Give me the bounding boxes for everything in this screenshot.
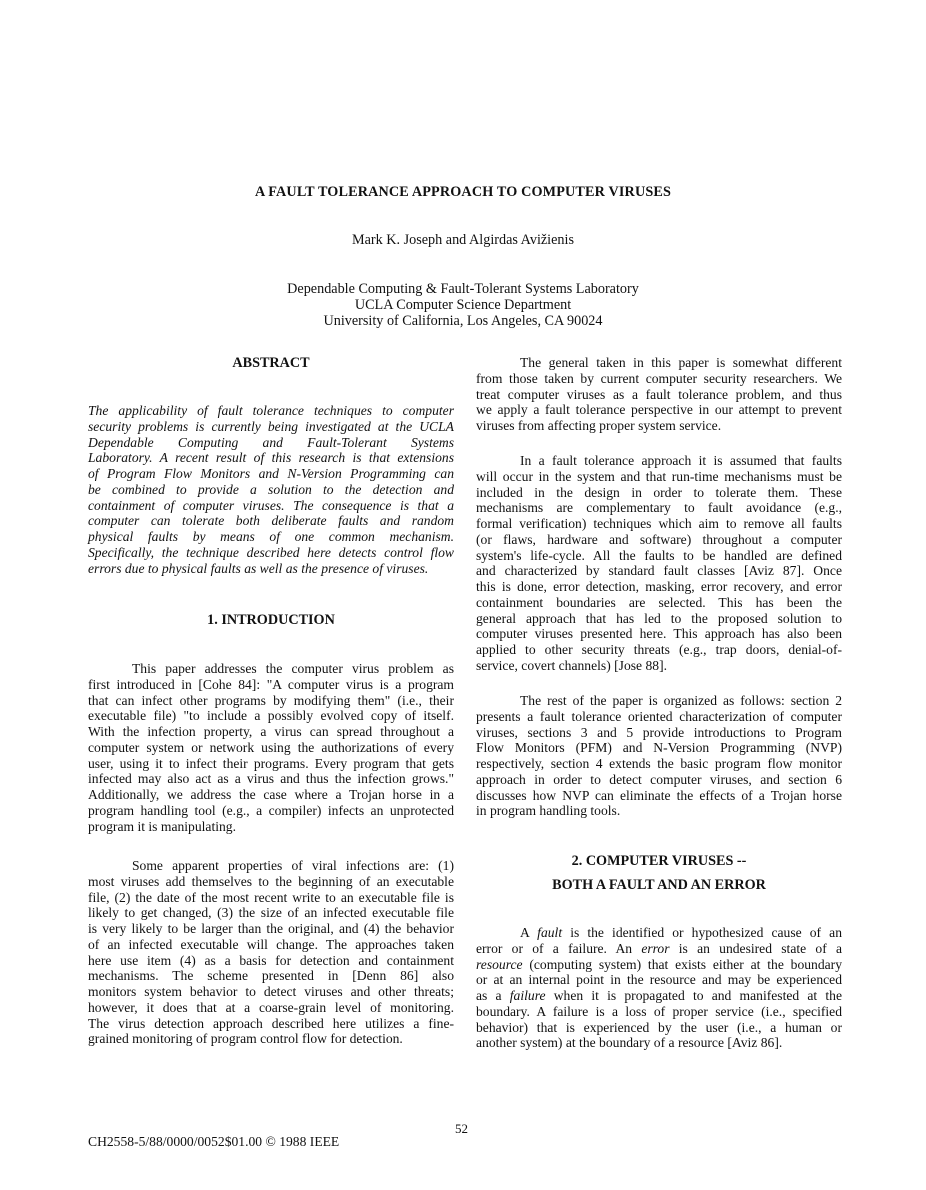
text-line: Dependable Computing and Fault-Tolerant Systems: [88, 434, 454, 450]
text-line: and characterized by standard fault classes [Aviz 87]. Once: [476, 563, 842, 579]
introduction-heading: 1. INTRODUCTION: [207, 612, 335, 628]
text-line: security problems is currently being investigated at the UCLA: [88, 418, 454, 434]
section2-heading-line1: 2. COMPUTER VIRUSES --: [571, 853, 747, 869]
text-line: containment boundaries are selected. This has been the: [476, 594, 842, 610]
text-line: from those taken by current computer security researchers. We: [476, 370, 842, 386]
text-line: that can infect other programs by modifying them" (i.e., their: [88, 692, 454, 708]
text-line: in program handling tools.: [476, 803, 621, 819]
text-line: computer system or network using the authorizations of every: [88, 739, 454, 755]
text-line: however, it does that at a coarse-grain level of monitoring.: [88, 999, 454, 1015]
text-line: we apply a fault tolerance perspective in our attempt to prevent: [476, 402, 842, 418]
emphasized-term: resource: [476, 956, 523, 972]
text-line: this is done, error detection, masking, error recovery, and error: [476, 579, 842, 594]
text-line: file, (2) the date of the most recent write to an executable file is: [88, 889, 454, 905]
right-column: [476, 0, 842, 1190]
text-line: Laboratory. A recent result of this research is that extensions: [88, 450, 454, 466]
text-line: computer can tolerate both deliberate faults and random: [88, 513, 454, 529]
abstract-body: [88, 403, 454, 576]
text-line: program it is manipulating.: [88, 818, 236, 834]
text-line: With the infection property, a virus can spread throughout a: [88, 724, 454, 739]
text-line: treat computer viruses as a fault tolerance problem, and thus: [476, 386, 842, 402]
emphasized-term: fault: [537, 925, 563, 940]
paper-authors: Mark K. Joseph and Algirdas Avižienis: [352, 232, 574, 248]
text-line: errors due to physical faults as well as the presence of viruses.: [88, 560, 429, 576]
affiliation-line: Dependable Computing & Fault-Tolerant Systems Laboratory: [287, 281, 639, 297]
text-line: The applicability of fault tolerance techniques to computer: [88, 403, 454, 418]
text-line: of Program Flow Monitors and N-Version Programming can: [88, 466, 454, 481]
section2-heading-line2: BOTH A FAULT AND AN ERROR: [552, 877, 766, 893]
abstract-heading: ABSTRACT: [232, 355, 310, 371]
text-line: discusses how NVP can eliminate the effects of a Trojan horse: [476, 787, 842, 803]
text-line: is very likely to be larger than the original, and (4) the behavior: [88, 921, 454, 936]
text-line: boundary. A failure is a loss of proper service (i.e., specified: [476, 1003, 842, 1019]
text-line: user, using it to infect their programs. Every program that gets: [88, 755, 454, 771]
introduction-paragraph-3: [476, 355, 842, 434]
text-line: The virus detection approach described here utilizes a fine-: [88, 1015, 454, 1031]
introduction-paragraph-2: [88, 858, 454, 1047]
paper-title: A FAULT TOLERANCE APPROACH TO COMPUTER VIRUSES: [254, 184, 672, 200]
text-line: here use item (4) as a basis for detection and containment: [88, 952, 454, 968]
text-line: monitors system behavior to detect viruses and other threats;: [88, 984, 454, 999]
text-line: Some apparent properties of viral infections are: (1): [132, 858, 454, 873]
text-line: program handling tool (e.g., a compiler) infects an unprotected: [88, 802, 454, 818]
affiliation-line: UCLA Computer Science Department: [354, 297, 572, 313]
page-number: 52: [455, 1121, 468, 1136]
introduction-paragraph-5: [476, 693, 842, 819]
text-line: service, covert channels) [Jose 88].: [476, 657, 667, 673]
text-line: In a fault tolerance approach it is assumed that faults: [520, 453, 842, 468]
introduction-paragraph-4: [476, 453, 842, 674]
text-line: be combined to provide a solution to the detection and: [88, 481, 454, 497]
text-line: Specifically, the technique described here detects control flow: [88, 544, 454, 560]
text-line: first introduced in [Cohe 84]: "A computer virus is a program: [88, 676, 454, 692]
text-line: (or flaws, hardware and software) throughout a computer: [476, 531, 842, 547]
text-line: The rest of the paper is organized as follows: section 2: [520, 693, 842, 708]
text-line: as a failure when it is propagated to and manifested at the: [476, 988, 843, 1003]
copyright-line: CH2558-5/88/0000/0052$01.00 © 1988 IEEE: [88, 1134, 340, 1149]
text-line: respectively, section 4 extends the basic program flow monitor: [476, 756, 842, 771]
text-line: grained monitoring of program control flow for detection.: [88, 1031, 403, 1047]
text-line: infected may also act as a virus and thus the infection grows.": [88, 771, 454, 787]
text-line: physical faults by means of one common mechanism.: [88, 529, 454, 544]
emphasized-term: error: [641, 940, 670, 956]
text-line: system's life-cycle. All the faults to be handled are defined: [476, 547, 842, 563]
text-line: Flow Monitors (PFM) and N-Version Programming (NVP): [476, 740, 842, 756]
text-line: resource (computing system) that exists either at the boundary: [476, 956, 842, 972]
text-line: likely to get changed, (3) the size of an infected executable file: [88, 905, 454, 921]
left-column: [88, 0, 454, 1190]
section2-paragraph-1: [476, 925, 842, 1051]
introduction-paragraph-1: [88, 661, 454, 834]
text-line: another system) at the boundary of a resource [Aviz 86].: [476, 1035, 783, 1051]
text-line: general approach that has led to the proposed solution to: [476, 610, 842, 626]
text-line: mechanisms are complementary to fault avoidance (e.g.,: [476, 500, 842, 516]
text-line: formal verification) techniques which aim to remove all faults: [476, 516, 842, 531]
text-line: executable file) "to include a possibly evolved copy of itself.: [88, 708, 454, 724]
text-line: A fault is the identified or hypothesized cause of an: [520, 925, 842, 940]
text-line: The general taken in this paper is somewhat different: [520, 355, 842, 370]
text-line: behavior) that is experienced by the user (i.e., a human or: [476, 1019, 842, 1035]
emphasized-term: failure: [509, 988, 546, 1003]
text-line: most viruses add themselves to the beginning of an executable: [88, 873, 454, 889]
text-line: included in the design in order to tolerate them. These: [476, 484, 842, 500]
text-line: applied to other security threats (e.g., trap doors, denial-of-: [476, 642, 842, 657]
text-line: approach in order to detect computer viruses, and section 6: [476, 771, 842, 787]
text-line: presents a fault tolerance oriented characterization of computer: [476, 708, 842, 724]
text-line: of an infected executable will change. The approaches taken: [88, 936, 454, 952]
text-line: containment of computer viruses. The consequence is that a: [88, 497, 454, 513]
text-line: Additionally, we address the case where a Trojan horse in a: [88, 787, 454, 802]
text-line: viruses, sections 3 and 5 provide introductions to Program: [476, 724, 842, 740]
text-line: computer viruses presented here. This approach has also been: [476, 626, 842, 642]
text-line: This paper addresses the computer virus problem as: [132, 661, 454, 676]
text-line: will occur in the system and that run-time mechanisms must be: [476, 468, 842, 484]
text-line: mechanisms. The scheme presented in [Denn 86] also: [88, 968, 454, 984]
affiliation-line: University of California, Los Angeles, CA 90024: [323, 313, 603, 329]
text-line: error or of a failure. An error is an undesired state of a: [476, 940, 843, 956]
text-line: or at an internal point in the resource and may be experienced: [476, 972, 842, 988]
text-line: viruses from affecting proper system service.: [476, 418, 722, 433]
